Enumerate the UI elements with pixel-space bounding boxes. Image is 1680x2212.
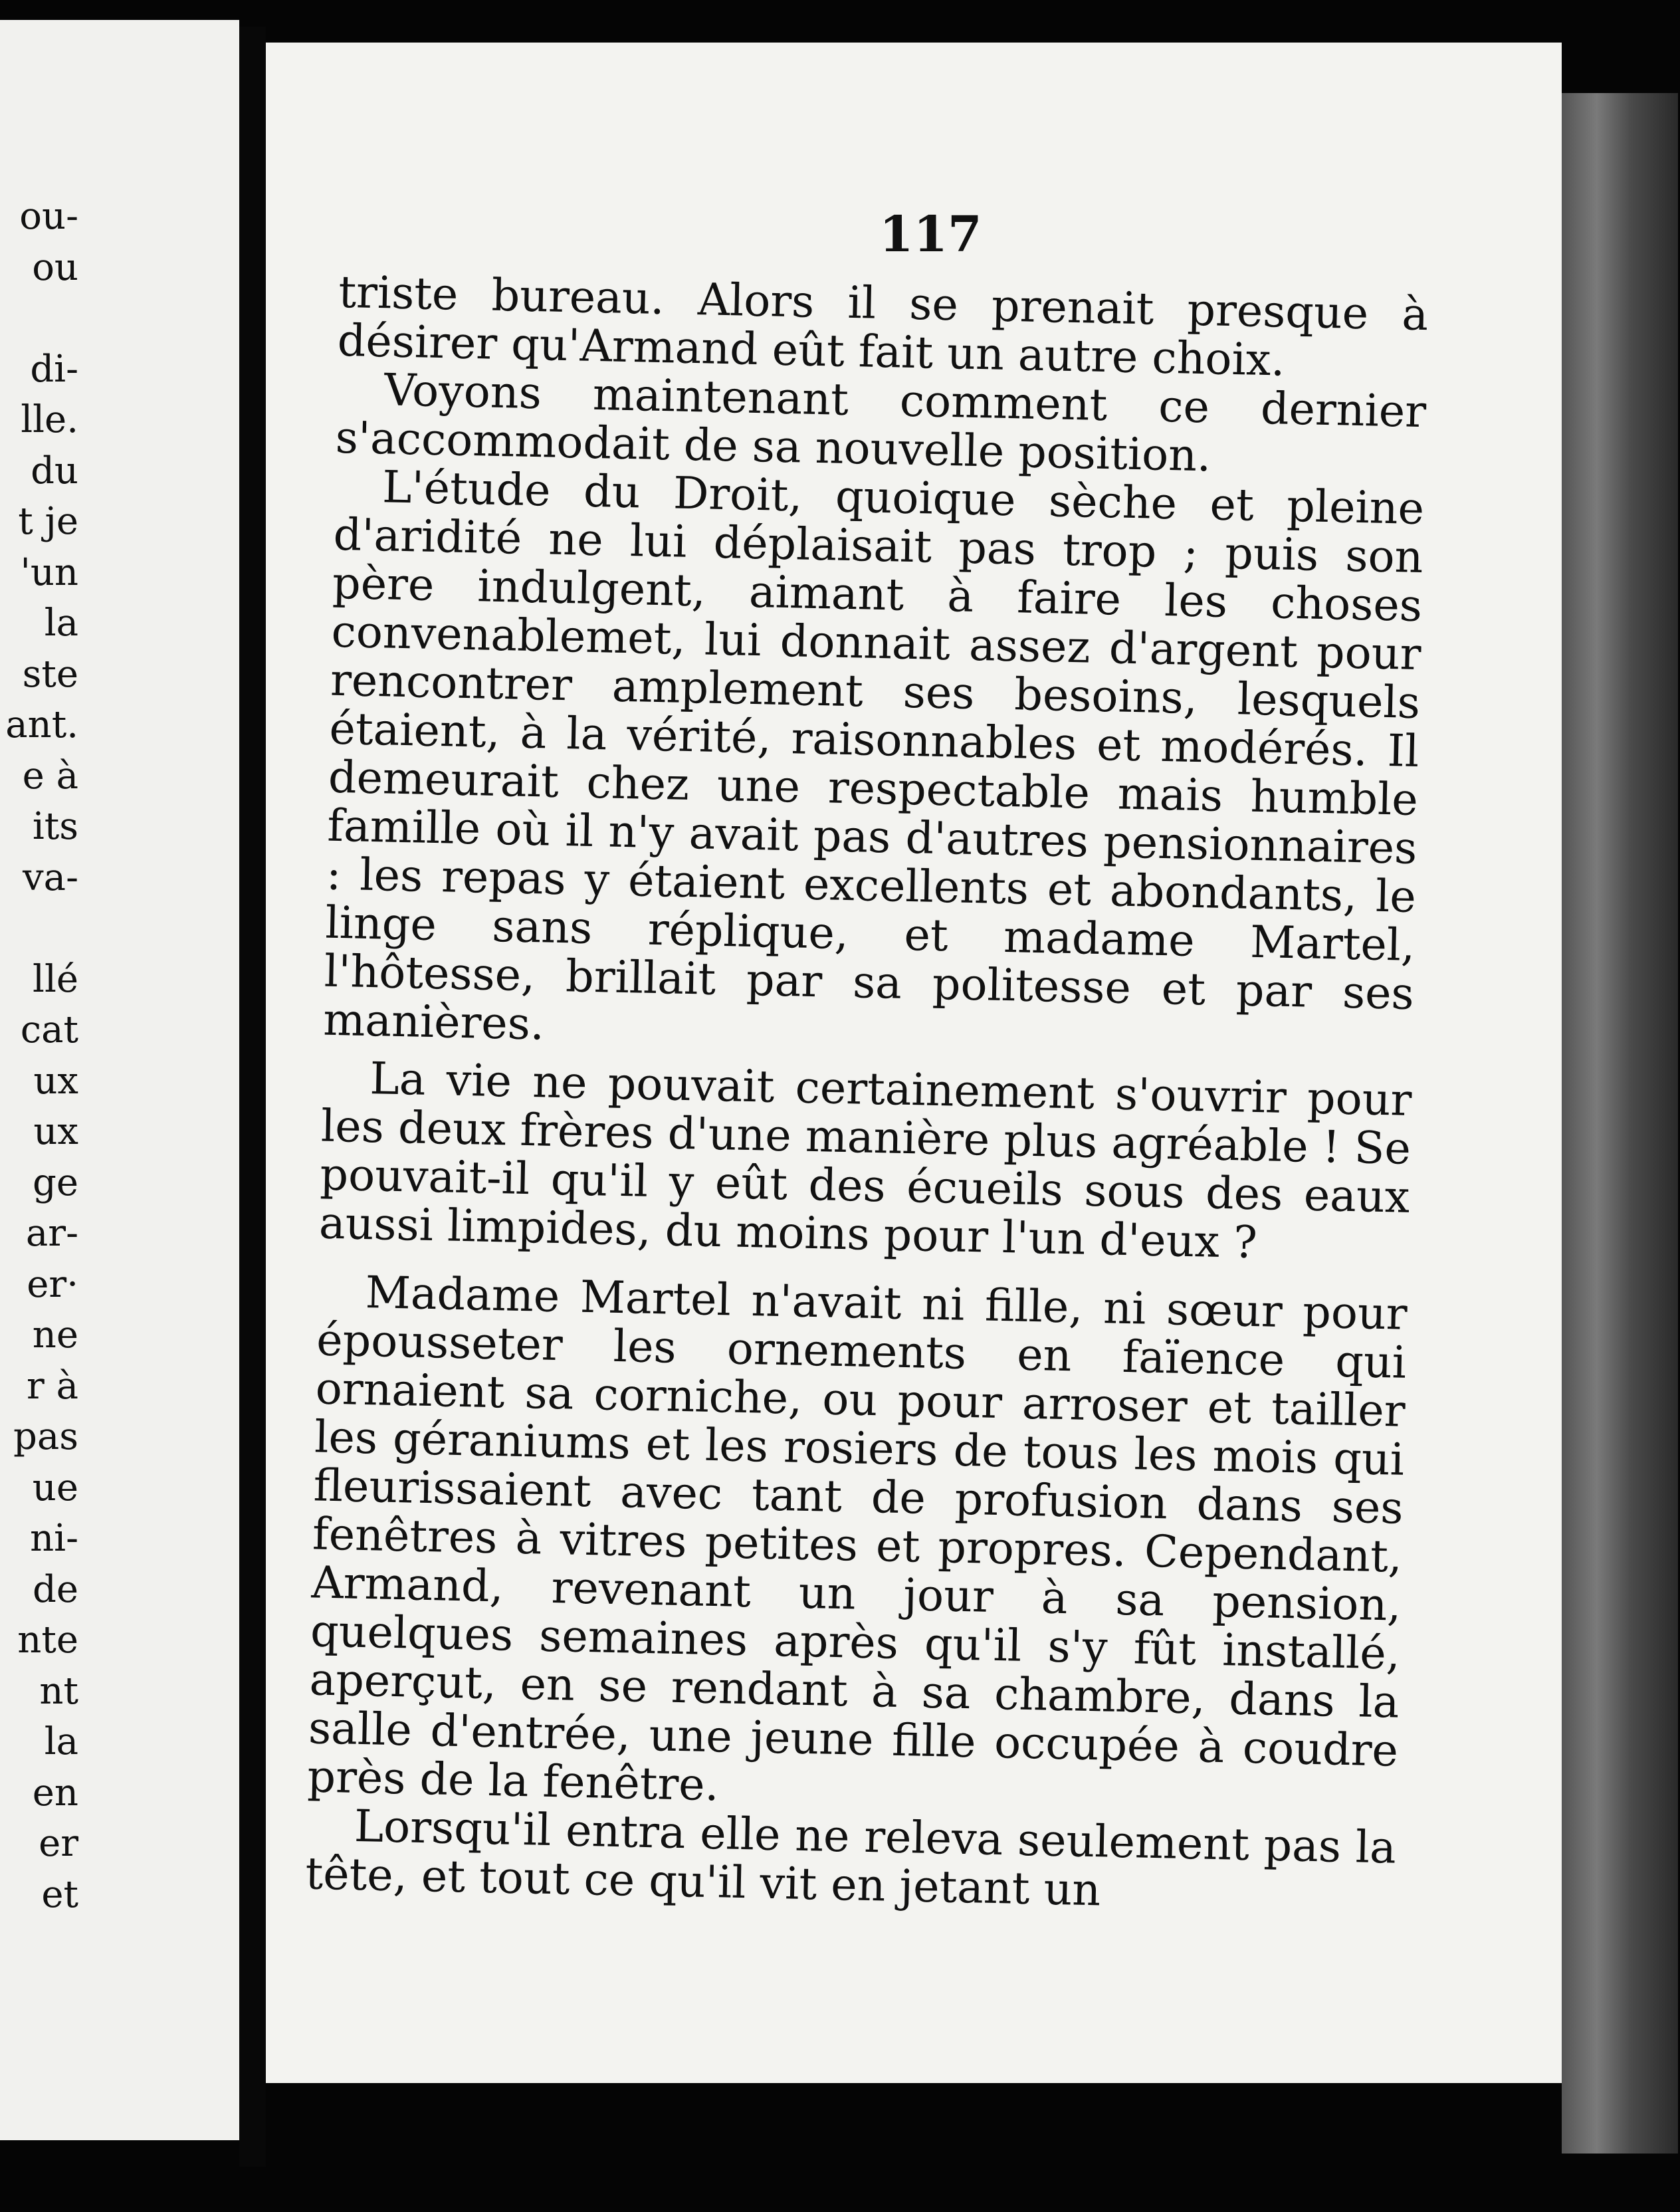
page-edges (1562, 93, 1678, 2154)
left-page-fragment: t je (18, 500, 78, 543)
left-page-fragment: di- (30, 347, 78, 391)
left-page-fragment: de (33, 1567, 78, 1611)
left-page-fragment: r à (27, 1364, 78, 1408)
left-page-fragment: ne (32, 1313, 78, 1357)
left-page-fragment: llé (33, 957, 78, 1001)
body-text (304, 265, 1429, 1921)
left-page-fragment: la (44, 602, 78, 645)
left-page-fragment (0, 903, 78, 954)
left-page-line-fragments (0, 191, 78, 1920)
left-page-fragment: er (39, 1822, 78, 1865)
left-page-fragment: lle. (21, 398, 78, 441)
paragraph-1: triste bureau. Alors il se prenait presque à désirer qu'Armand eût fait un autre choix. (337, 265, 1429, 386)
left-page-fragment: la (44, 1720, 78, 1763)
left-page-fragment: its (32, 805, 78, 848)
left-page-fragment: ant. (5, 703, 78, 746)
left-page-fragment: et (41, 1872, 78, 1916)
paragraph-2: Voyons maintenant comment ce dernier s'accommodait de sa nouvelle position. (335, 364, 1427, 482)
left-page-fragment: nte (17, 1618, 78, 1662)
left-page-fragment: ou (32, 245, 78, 289)
left-page-fragment: ux (33, 1110, 78, 1153)
left-page-fragment: du (31, 449, 78, 493)
book-gutter (239, 27, 266, 2167)
left-page-fragment: ste (22, 652, 78, 696)
page-number: 117 (879, 206, 982, 263)
left-page-fragment: ue (32, 1466, 78, 1509)
left-page-fragment: va- (23, 855, 78, 899)
left-page-fragment: er· (27, 1262, 78, 1306)
left-page-fragment: en (32, 1771, 78, 1815)
left-page-fragment: 'un (20, 550, 78, 594)
left-page-fragment: ou- (19, 195, 78, 238)
paragraph-6: Lorsqu'il entra elle ne releva seulement pas la tête, et tout ce qu'il vit en jetant un (304, 1799, 1397, 1916)
left-page-fragment: nt (39, 1669, 78, 1713)
left-page (0, 20, 239, 2140)
left-page-fragment: e à (22, 754, 78, 798)
paragraph-4: La vie ne pouvait certainement s'ouvrir pour les deux frères d'une manière plus agréable ! Se pouvait-il qu'il y eût des écueils sous des eaux aussi limpides, du moins pour l'un d'eux ? (318, 1052, 1413, 1269)
left-page-fragment: ux (33, 1059, 78, 1103)
left-page-fragment: pas (13, 1415, 78, 1458)
left-page-fragment: ar- (25, 1212, 78, 1255)
paragraph-5: Madame Martel n'avait ni fille, ni sœur pour épousseter les ornements en faïence qui ornaient sa corniche, ou pour arroser et tailler les géraniums et les rosiers de tous les mois qui fleurissaient avec tant de profusion dans ses fenêtres à vitres petites et propres. Cependant, Armand, revenant un jour à sa pension, quelques semaines après qu'il s'y fût installé, aperçut, en se rendant à sa chambre, dans la salle d'entrée, une jeune fille occupée à coudre près de la fenêtre. (306, 1266, 1408, 1811)
paragraph-3: L'étude du Droit, quoique sèche et pleine d'aridité ne lui déplaisait pas trop ; puis son père indulgent, aimant à faire les choses convenablemet, lui donnait assez d'argent pour rencontrer amplement ses besoins, lesquels étaient, à la vérité, raisonnables et modérés. Il demeurait chez une respectable mais humble famille où il n'y avait pas d'autres pensionnaires : les repas y étaient excellents et abondants, le linge sans réplique, et madame Martel, l'hôtesse, brillait par sa politesse et par ses manières. (322, 461, 1425, 1050)
left-page-fragment: cat (20, 1008, 78, 1051)
left-page-fragment: ni- (30, 1517, 78, 1560)
left-page-fragment: ge (33, 1161, 78, 1204)
left-page-fragment (0, 293, 78, 344)
